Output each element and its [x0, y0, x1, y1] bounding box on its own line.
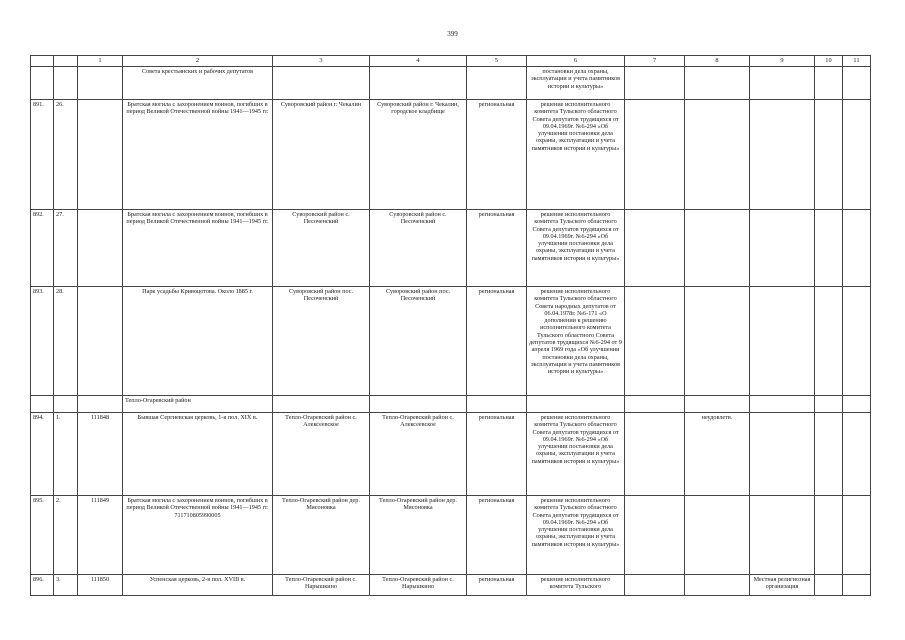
address-cell: Тепло-Огаревский район дер. Мясоновка [370, 496, 467, 575]
district-heading: Тепло-Огаревский район [123, 396, 273, 413]
address-cell: Суворовский район с. Песоченский [370, 210, 467, 287]
col8-cell [685, 496, 750, 575]
table-row [31, 100, 871, 210]
sub-number-cell: 3. [54, 575, 78, 596]
location-cell: Тепло-Огаревский район с. Алексеевское [273, 413, 370, 496]
header-cell: 2 [123, 56, 273, 67]
continuation-row [31, 67, 871, 100]
location-cell: Тепло-Огаревский район дер. Мясоновка [273, 496, 370, 575]
col11-cell [843, 287, 871, 396]
district-heading-row [31, 396, 871, 413]
legal-act-cell: постановки дела охраны, эксплуатации и учета памятников истории и культуры» [527, 67, 625, 100]
category-cell: региональная [467, 287, 527, 396]
col7-cell [625, 210, 685, 287]
monuments-table [30, 55, 871, 596]
registry-code-cell: 111849 [78, 496, 123, 575]
header-cell: 5 [467, 56, 527, 67]
header-cell: 9 [750, 56, 815, 67]
object-name-cell: Успенская церковь, 2-я пол. XVIII в. [123, 575, 273, 596]
legal-act-cell: решение исполнительного комитета Тульского областного Совета народных депутатов от 06.04.1978г. №6-171 «О дополнении к решению исполнительного комитета Тульского областного Совета депутатов трудящихся №6-294 от 9 апреля 1969 года «Об улучшении постановки дела охраны, эксплуатации и учета памятников истории и культуры» [527, 287, 625, 396]
category-cell: региональная [467, 413, 527, 496]
col8-cell [685, 210, 750, 287]
header-cell: 8 [685, 56, 750, 67]
header-cell [31, 56, 54, 67]
col7-cell [625, 496, 685, 575]
col9-cell [750, 496, 815, 575]
category-cell: региональная [467, 210, 527, 287]
row-number-cell: 893. [31, 287, 54, 396]
object-name-cell: Братская могила с захоронением воинов, погибших в период Великой Отечественной войны 1941—1945 гг. 711710805990005 [123, 496, 273, 575]
col11-cell [843, 210, 871, 287]
object-name-cell: Парк усадьбы Кривоцотова. Около 1885 г. [123, 287, 273, 396]
registry-code-cell [78, 210, 123, 287]
col9-cell [750, 210, 815, 287]
col10-cell [815, 496, 843, 575]
col9-cell [750, 287, 815, 396]
header-cell: 4 [370, 56, 467, 67]
col9-cell [750, 100, 815, 210]
location-cell: Суворовский район пос. Песоченский [273, 287, 370, 396]
col8-cell [685, 575, 750, 596]
col9-cell [750, 413, 815, 496]
column-numbers-row [31, 56, 871, 67]
col7-cell [625, 100, 685, 210]
registry-code-cell: 111850 [78, 575, 123, 596]
address-cell: Суворовский район пос. Песоченский [370, 287, 467, 396]
col10-cell [815, 287, 843, 396]
col7-cell [625, 575, 685, 596]
col11-cell [843, 413, 871, 496]
category-cell: региональная [467, 100, 527, 210]
location-cell: Суворовский район с. Песоченский [273, 210, 370, 287]
row-number-cell: 894. [31, 413, 54, 496]
category-cell: региональная [467, 496, 527, 575]
registry-code-cell [78, 100, 123, 210]
header-cell: 1 [78, 56, 123, 67]
col10-cell [815, 210, 843, 287]
header-cell [54, 56, 78, 67]
address-cell: Тепло-Огаревский район с. Алексеевское [370, 413, 467, 496]
col11-cell [843, 496, 871, 575]
table-row [31, 210, 871, 287]
table-row [31, 575, 871, 596]
table-row [31, 496, 871, 575]
object-name-cell: Бывшая Сергиевская церковь, 1-я пол. XIX в. [123, 413, 273, 496]
header-cell: 10 [815, 56, 843, 67]
col10-cell [815, 100, 843, 210]
category-cell: региональная [467, 575, 527, 596]
sub-number-cell: 26. [54, 100, 78, 210]
object-name-cell: Братская могила с захоронением воинов, погибших в период Великой Отечественной войны 1941—1945 гг. [123, 210, 273, 287]
location-cell: Тепло-Огаревский район с. Нарышкино [273, 575, 370, 596]
row-number-cell: 895. [31, 496, 54, 575]
col10-cell [815, 575, 843, 596]
col11-cell [843, 100, 871, 210]
col7-cell [625, 413, 685, 496]
col11-cell [843, 575, 871, 596]
address-cell: Тепло-Огаревский район с. Нарышкино [370, 575, 467, 596]
registry-code-cell [78, 287, 123, 396]
col8-cell [685, 287, 750, 396]
address-cell: Суворовский район г. Чекалин, городское кладбище [370, 100, 467, 210]
sub-number-cell: 28. [54, 287, 78, 396]
legal-act-cell: решение исполнительного комитета Тульского областного Совета депутатов трудящихся от 09.04.1969г. №6-294 «Об улучшении постановки дела охраны, эксплуатации и учета памятников истории и культуры» [527, 210, 625, 287]
object-name-cell: Братская могила с захоронением воинов, погибших в период Великой Отечественной войны 1941—1945 гг. [123, 100, 273, 210]
col7-cell [625, 287, 685, 396]
object-name-cell: Совета крестьянских и рабочих депутатов [123, 67, 273, 100]
legal-act-cell: решение исполнительного комитета Тульского [527, 575, 625, 596]
table-row [31, 287, 871, 396]
col10-cell [815, 413, 843, 496]
legal-act-cell: решение исполнительного комитета Тульского областного Совета депутатов трудящихся от 09.04.1969г. №6-294 «Об улучшении постановки дела охраны, эксплуатации и учета памятников истории и культуры» [527, 496, 625, 575]
sub-number-cell: 2. [54, 496, 78, 575]
user-cell: Местная религиозная организация [750, 575, 815, 596]
sub-number-cell: 1. [54, 413, 78, 496]
row-number-cell: 896. [31, 575, 54, 596]
header-cell: 11 [843, 56, 871, 67]
col8-cell [685, 100, 750, 210]
registry-code-cell: 111848 [78, 413, 123, 496]
legal-act-cell: решение исполнительного комитета Тульского областного Совета депутатов трудящихся от 09.04.1969г. №6-294 «Об улучшении постановки дела охраны, эксплуатации и учета памятников истории и культуры» [527, 413, 625, 496]
header-cell: 6 [527, 56, 625, 67]
row-number-cell: 891. [31, 100, 54, 210]
header-cell: 3 [273, 56, 370, 67]
location-cell: Суворовский район г. Чекалин [273, 100, 370, 210]
legal-act-cell: решение исполнительного комитета Тульского областного Совета депутатов трудящихся от 09.04.1969г. №6-294 «Об улучшении постановки дела охраны, эксплуатации и учета памятников истории и культуры» [527, 100, 625, 210]
condition-cell: неудовлетв. [685, 413, 750, 496]
table-row [31, 413, 871, 496]
header-cell: 7 [625, 56, 685, 67]
row-number-cell: 892. [31, 210, 54, 287]
page-number: 399 [447, 30, 458, 38]
sub-number-cell: 27. [54, 210, 78, 287]
